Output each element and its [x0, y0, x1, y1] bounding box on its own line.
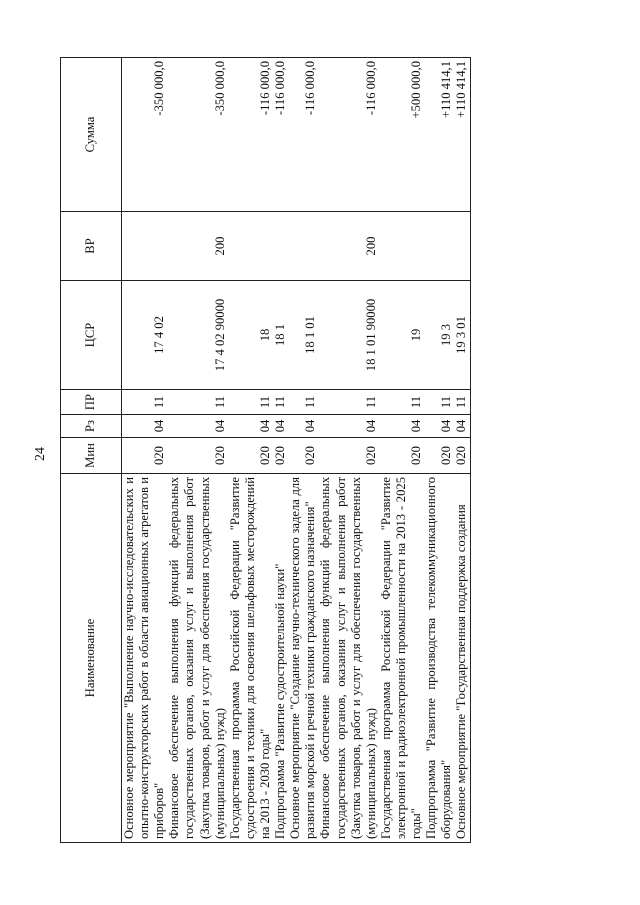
cell-csr: 18 1 01: [288, 281, 318, 390]
cell-sum: -116 000,0: [288, 58, 318, 212]
cell-sum: -116 000,0: [273, 58, 288, 212]
cell-min: 020: [379, 438, 424, 474]
cell-name: Основное мероприятие "Выполнение научно-исследовательских и опытно-конструкторских работ в области авиационных агрегатов и приборов": [122, 474, 168, 843]
cell-vr: [228, 212, 273, 281]
budget-table: [60, 57, 471, 843]
cell-pr: 11: [318, 390, 378, 415]
cell-csr: 18: [228, 281, 273, 390]
header-name: Наименование: [61, 474, 122, 843]
cell-min: 020: [454, 438, 470, 474]
cell-name: Финансовое обеспечение выполнения функций федеральных государственных органов, оказания услуг и выполнения работ (Закупка товаров, работ и услуг для обеспечения государственных (муниципальных) нужд): [167, 474, 227, 843]
cell-name: Основное мероприятие "Государственная поддержка создания: [454, 474, 470, 843]
cell-rz: 04: [273, 415, 288, 438]
cell-sum: +110 414,1: [454, 58, 470, 212]
header-sum: Сумма: [61, 58, 122, 212]
cell-pr: 11: [424, 390, 454, 415]
cell-vr: 200: [167, 212, 227, 281]
cell-name: Государственная программа Российской Федерации "Развитие электронной и радиоэлектронной промышленности на 2013 - 2025 годы": [379, 474, 424, 843]
cell-csr: 18 1 01 90000: [318, 281, 378, 390]
header-min: Мин: [61, 438, 122, 474]
cell-vr: [288, 212, 318, 281]
cell-rz: 04: [424, 415, 454, 438]
cell-vr: [122, 212, 168, 281]
cell-rz: 04: [379, 415, 424, 438]
cell-csr: 17 4 02 90000: [167, 281, 227, 390]
cell-rz: 04: [288, 415, 318, 438]
cell-name: Государственная программа Российской Федерации "Развитие судостроения и техники для освоения шельфовых месторождений на 2013 - 2030 годы": [228, 474, 273, 843]
cell-sum: -350 000,0: [167, 58, 227, 212]
cell-pr: 11: [167, 390, 227, 415]
table-header-row: [61, 58, 122, 843]
cell-name: Финансовое обеспечение выполнения функций федеральных государственных органов, оказания услуг и выполнения работ (Закупка товаров, работ и услуг для обеспечения государственных (муниципальных) нужд): [318, 474, 378, 843]
cell-rz: 04: [167, 415, 227, 438]
cell-csr: 19 3: [424, 281, 454, 390]
cell-vr: 200: [318, 212, 378, 281]
table-row: [379, 58, 424, 843]
page-number: 24: [33, 447, 48, 461]
cell-min: 020: [424, 438, 454, 474]
table-row: [424, 58, 454, 843]
cell-sum: +500 000,0: [379, 58, 424, 212]
cell-min: 020: [167, 438, 227, 474]
cell-pr: 11: [228, 390, 273, 415]
cell-vr: [424, 212, 454, 281]
table-row: [228, 58, 273, 843]
table-row: [318, 58, 378, 843]
table-row: [273, 58, 288, 843]
cell-min: 020: [228, 438, 273, 474]
table-row: [167, 58, 227, 843]
cell-vr: [454, 212, 470, 281]
rotated-page-content: [60, 58, 596, 843]
cell-name: Подпрограмма "Развитие производства телекоммуникационного оборудования": [424, 474, 454, 843]
cell-pr: 11: [379, 390, 424, 415]
cell-min: 020: [122, 438, 168, 474]
cell-rz: 04: [454, 415, 470, 438]
header-pr: ПР: [61, 390, 122, 415]
cell-rz: 04: [318, 415, 378, 438]
cell-pr: 11: [288, 390, 318, 415]
table-row: [454, 58, 470, 843]
header-csr: ЦСР: [61, 281, 122, 390]
cell-sum: -116 000,0: [228, 58, 273, 212]
header-rz: Рз: [61, 415, 122, 438]
cell-name: Основное мероприятие "Создание научно-технического задела для развития морской и речной техники гражданского назначения": [288, 474, 318, 843]
cell-sum: -116 000,0: [318, 58, 378, 212]
table-row: [122, 58, 168, 843]
cell-min: 020: [273, 438, 288, 474]
cell-sum: -350 000,0: [122, 58, 168, 212]
cell-rz: 04: [122, 415, 168, 438]
cell-rz: 04: [228, 415, 273, 438]
cell-csr: 19: [379, 281, 424, 390]
cell-csr: 19 3 01: [454, 281, 470, 390]
table-row: [288, 58, 318, 843]
cell-pr: 11: [122, 390, 168, 415]
cell-vr: [273, 212, 288, 281]
cell-pr: 11: [273, 390, 288, 415]
cell-min: 020: [318, 438, 378, 474]
cell-min: 020: [288, 438, 318, 474]
cell-csr: 18 1: [273, 281, 288, 390]
cell-sum: +110 414,1: [424, 58, 454, 212]
cell-vr: [379, 212, 424, 281]
cell-csr: 17 4 02: [122, 281, 168, 390]
header-vr: ВР: [61, 212, 122, 281]
cell-pr: 11: [454, 390, 470, 415]
cell-name: Подпрограмма "Развитие судостроительной науки": [273, 474, 288, 843]
